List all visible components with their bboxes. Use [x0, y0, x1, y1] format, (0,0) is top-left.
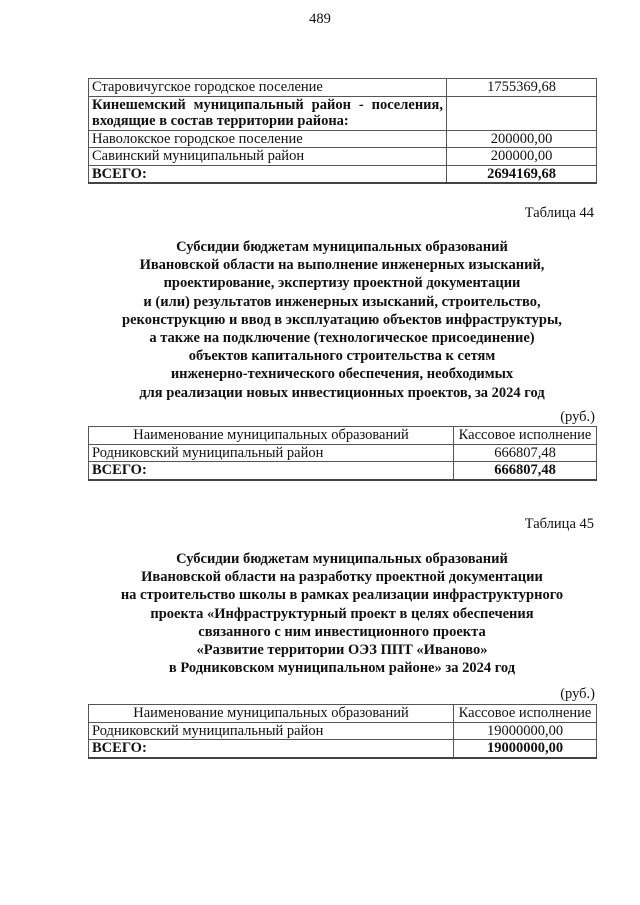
table-45 — [88, 704, 597, 759]
row-name: Кинешемский муниципальный район - поселения, входящие в состав территории района: — [89, 96, 447, 130]
total-value: 19000000,00 — [454, 740, 597, 758]
table-row — [89, 722, 597, 740]
table-row — [89, 148, 597, 166]
row-value: 200000,00 — [447, 148, 597, 166]
total-row — [89, 740, 597, 758]
title-line: проектирование, экспертизу проектной документации — [163, 275, 521, 292]
table-row — [89, 130, 597, 148]
title-line: связанного с ним инвестиционного проекта — [198, 623, 486, 640]
title-line: Субсидии бюджетам муниципальных образований — [176, 551, 508, 567]
table-45-label: Таблица 45 — [524, 516, 594, 532]
title-line: инженерно-технического обеспечения, необходимых — [170, 366, 514, 383]
total-label: ВСЕГО: — [89, 462, 454, 480]
title-line: Субсидии бюджетам муниципальных образований — [176, 239, 508, 255]
title-line: и (или) результатов инженерных изысканий, строительство, — [143, 293, 541, 310]
table-44-title — [88, 238, 596, 402]
title-line: «Развитие территории ОЭЗ ППТ «Иваново» — [196, 642, 488, 659]
total-label: ВСЕГО: — [89, 740, 454, 758]
total-row — [89, 165, 597, 183]
continued-table — [88, 78, 597, 184]
title-line: Ивановской области на разработку проектной документации — [141, 569, 543, 586]
title-line: на строительство школы в рамках реализации инфраструктурного — [120, 587, 564, 604]
title-line: проекта «Инфраструктурный проект в целях обеспечения — [150, 605, 534, 622]
page-number: 489 — [309, 11, 331, 27]
title-line: объектов капитального строительства к сетям — [188, 348, 496, 365]
row-name: Родниковский муниципальный район — [89, 444, 454, 462]
row-value — [447, 96, 597, 130]
table-44-label: Таблица 44 — [524, 205, 594, 221]
row-value: 1755369,68 — [447, 79, 597, 97]
table-45-unit: (руб.) — [560, 686, 595, 702]
title-line: для реализации новых инвестиционных проектов, за 2024 год — [139, 384, 545, 401]
row-value: 666807,48 — [454, 444, 597, 462]
table-row — [89, 79, 597, 97]
table-44-unit: (руб.) — [560, 409, 595, 425]
row-value: 19000000,00 — [454, 722, 597, 740]
header-value: Кассовое исполнение — [454, 427, 597, 445]
total-value: 666807,48 — [454, 462, 597, 480]
title-line: реконструкцию и ввод в эксплуатацию объектов инфраструктуры, — [122, 311, 562, 328]
row-name: Родниковский муниципальный район — [89, 722, 454, 740]
total-label: ВСЕГО: — [89, 165, 447, 183]
table-45-title — [88, 550, 596, 677]
header-value: Кассовое исполнение — [454, 705, 597, 723]
total-value: 2694169,68 — [447, 165, 597, 183]
row-name: Наволокское городское поселение — [89, 130, 447, 148]
row-name: Савинский муниципальный район — [89, 148, 447, 166]
total-row — [89, 462, 597, 480]
title-line: а также на подключение (технологическое присоединение) — [149, 330, 535, 347]
table-44 — [88, 426, 597, 481]
header-row — [89, 705, 597, 723]
table-row — [89, 96, 597, 130]
row-value: 200000,00 — [447, 130, 597, 148]
title-line: в Родниковском муниципальном районе» за 2024 год — [168, 660, 516, 677]
row-name: Старовичугское городское поселение — [89, 79, 447, 97]
header-name: Наименование муниципальных образований — [89, 705, 454, 723]
header-name: Наименование муниципальных образований — [89, 427, 454, 445]
header-row — [89, 427, 597, 445]
table-row — [89, 444, 597, 462]
title-line: Ивановской области на выполнение инженерных изысканий, — [139, 257, 545, 274]
